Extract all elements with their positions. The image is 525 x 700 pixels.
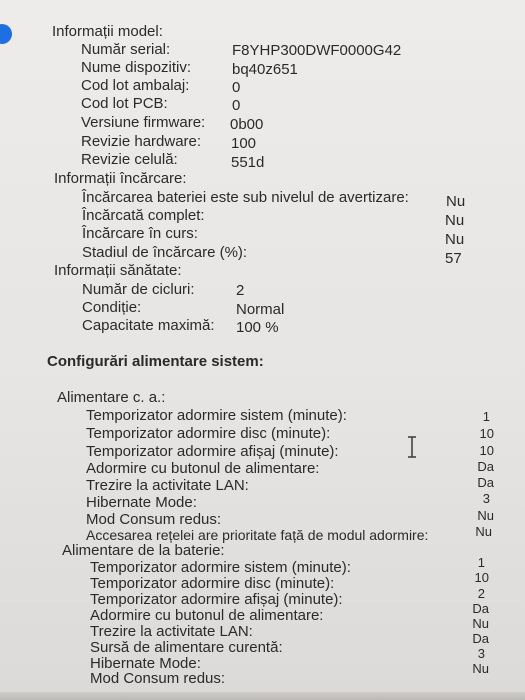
ac-disk-value: 10: [479, 426, 494, 441]
pcb-lot-value: 0: [232, 97, 241, 114]
below-warning-label: Încărcarea bateriei este sub nivelul de avertizare:: [82, 189, 409, 206]
ac-network-priority-label: Accesarea rețelei are prioritate față de modul adormire:: [86, 527, 429, 543]
hardware-value: 100: [231, 135, 257, 152]
battery-sleep-value: 1: [477, 555, 485, 570]
charge-info-heading: Informații încărcare:: [54, 170, 187, 187]
ac-low-power-label: Mod Consum redus:: [86, 511, 222, 528]
ac-display-label: Temporizator adormire afișaj (minute):: [86, 443, 339, 460]
condition-value: Normal: [236, 301, 285, 318]
cycle-count-value: 2: [236, 282, 245, 299]
cell-revision-value: 551d: [231, 154, 265, 171]
battery-disk-label: Temporizator adormire disc (minute):: [90, 575, 335, 592]
power-settings-heading: Configurări alimentare sistem:: [47, 353, 264, 370]
ac-network-priority-value: Nu: [475, 524, 492, 539]
ac-sleep-value: 1: [482, 409, 490, 424]
battery-low-power-value: Nu: [472, 661, 489, 676]
hardware-label: Revizie hardware:: [81, 133, 202, 150]
fully-charged-value: Nu: [445, 212, 465, 229]
state-of-charge-value: 57: [445, 250, 462, 267]
battery-display-label: Temporizator adormire afișaj (minute):: [90, 591, 343, 608]
battery-hibernate-value: 3: [477, 646, 485, 661]
max-capacity-value: 100 %: [236, 319, 279, 336]
battery-current-source-value: Da: [472, 631, 489, 646]
pack-lot-value: 0: [232, 79, 241, 96]
fully-charged-label: Încărcată complet:: [82, 207, 205, 224]
ac-power-button-label: Adormire cu butonul de alimentare:: [86, 460, 320, 477]
condition-label: Condiție:: [82, 299, 142, 316]
below-warning-value: Nu: [446, 193, 466, 210]
state-of-charge-label: Stadiul de încărcare (%):: [82, 244, 248, 261]
charging-label: Încărcare în curs:: [82, 225, 198, 242]
battery-wake-lan-label: Trezire la activitate LAN:: [90, 623, 253, 640]
text-cursor-icon: [406, 436, 418, 458]
battery-power-button-value: Da: [472, 601, 489, 616]
battery-disk-value: 10: [474, 570, 489, 585]
battery-sleep-label: Temporizator adormire sistem (minute):: [90, 559, 351, 576]
serial-value: F8YHP300DWF0000G42: [232, 42, 402, 59]
health-info-heading: Informații sănătate:: [54, 262, 182, 279]
ac-wake-lan-value: Da: [477, 475, 494, 490]
battery-wake-lan-value: Nu: [472, 616, 489, 631]
cell-revision-label: Revizie celulă:: [81, 151, 178, 168]
device-name-value: bq40z651: [232, 61, 298, 78]
ac-wake-lan-label: Trezire la activitate LAN:: [86, 477, 249, 494]
charging-value: Nu: [445, 231, 465, 248]
ac-hibernate-label: Hibernate Mode:: [86, 494, 197, 511]
ac-sleep-label: Temporizator adormire sistem (minute):: [86, 407, 347, 424]
battery-current-source-label: Sursă de alimentare curentă:: [90, 639, 283, 656]
ac-display-value: 10: [479, 443, 494, 458]
ac-disk-label: Temporizator adormire disc (minute):: [86, 425, 331, 442]
model-info-heading: Informații model:: [52, 23, 163, 40]
device-name-label: Nume dispozitiv:: [81, 59, 192, 76]
battery-low-power-label: Mod Consum redus:: [90, 670, 226, 687]
battery-hibernate-label: Hibernate Mode:: [90, 655, 201, 672]
ac-power-button-value: Da: [477, 459, 494, 474]
serial-label: Număr serial:: [81, 41, 171, 58]
ac-power-heading: Alimentare c. a.:: [57, 389, 166, 406]
selection-indicator-icon: [0, 24, 12, 44]
pcb-lot-label: Cod lot PCB:: [81, 95, 168, 112]
max-capacity-label: Capacitate maximă:: [82, 317, 215, 334]
battery-power-heading: Alimentare de la baterie:: [62, 542, 225, 559]
screen-bottom-edge: [0, 692, 525, 700]
cycle-count-label: Număr de cicluri:: [82, 281, 195, 298]
firmware-label: Versiune firmware:: [81, 114, 206, 131]
firmware-value: 0b00: [230, 116, 264, 133]
ac-hibernate-value: 3: [482, 491, 490, 506]
ac-low-power-value: Nu: [477, 508, 494, 523]
battery-display-value: 2: [477, 586, 485, 601]
battery-power-button-label: Adormire cu butonul de alimentare:: [90, 607, 324, 624]
pack-lot-label: Cod lot ambalaj:: [81, 77, 190, 94]
